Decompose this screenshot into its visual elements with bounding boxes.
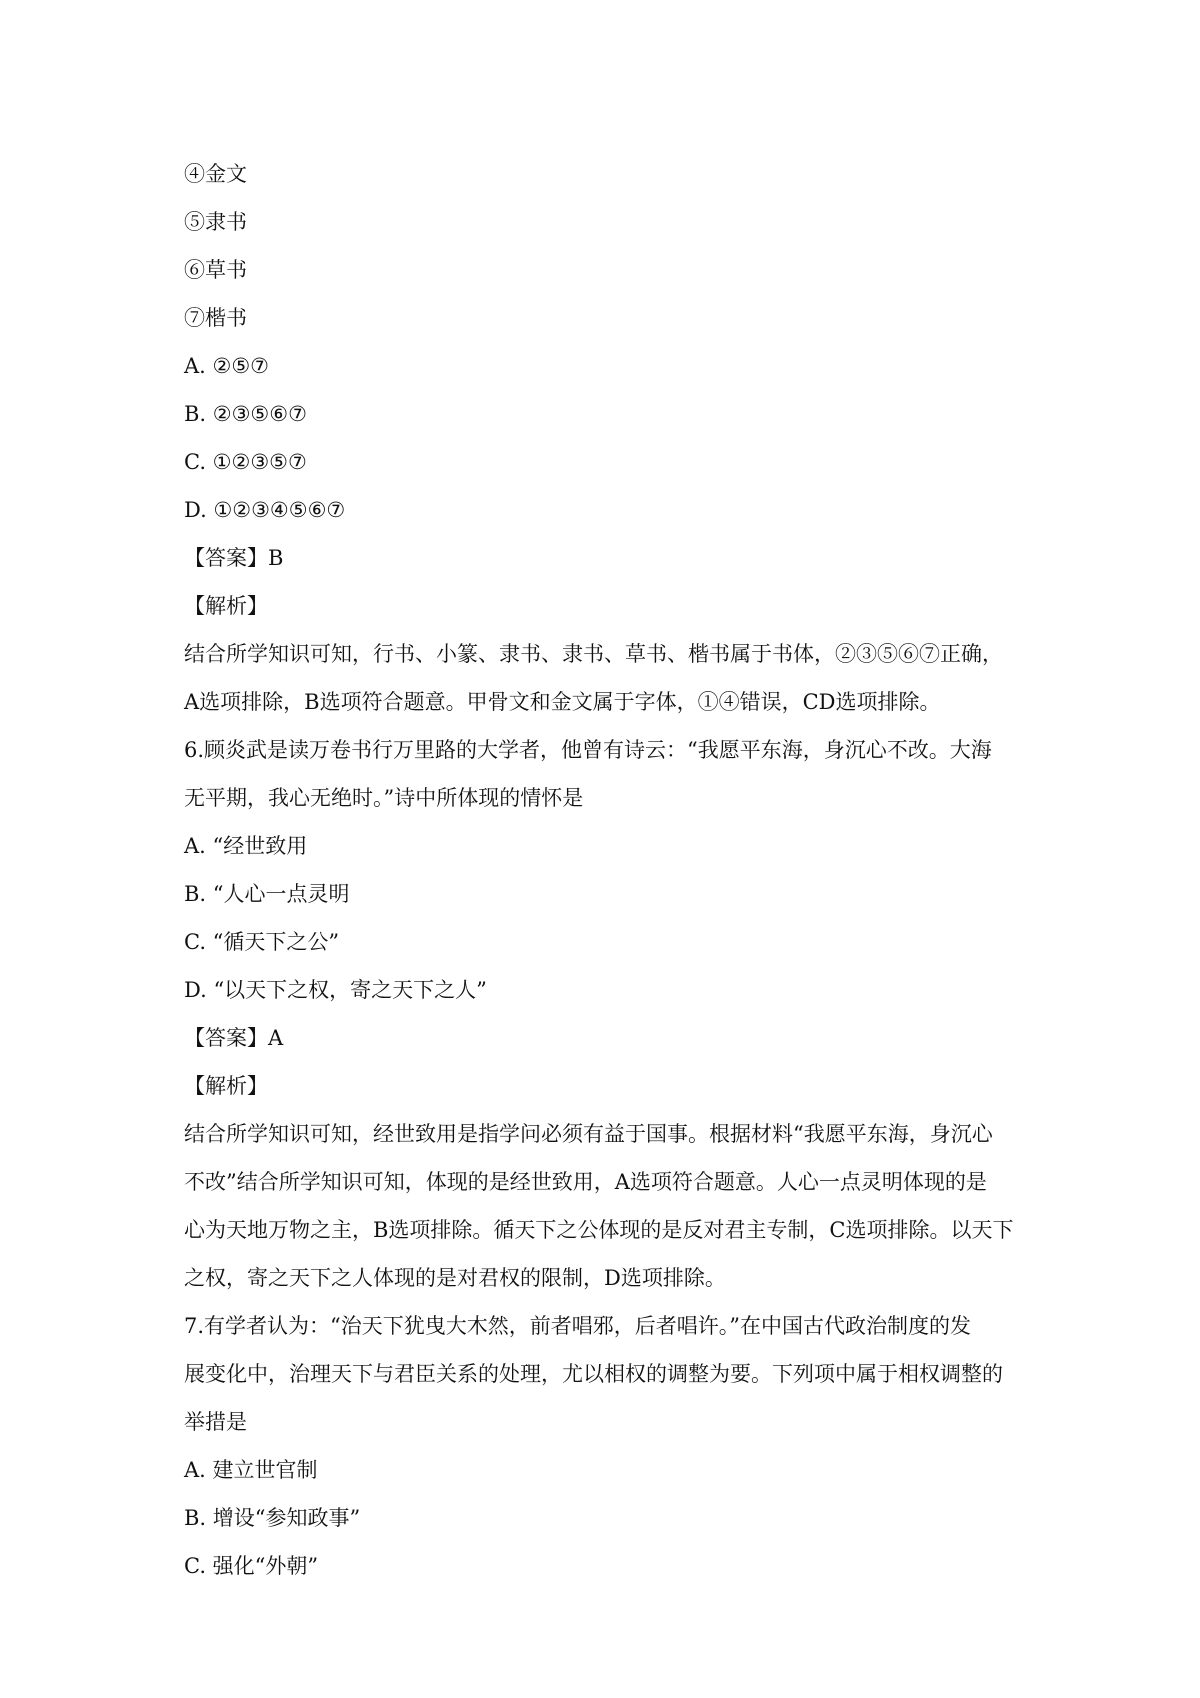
q6-option-a: A. “经世致用 xyxy=(184,834,308,858)
q5-analysis-line: A选项排除，B选项符合题意。甲骨文和金文属于字体，①④错误，CD选项排除。 xyxy=(184,690,941,714)
q7-option-a: A. 建立世官制 xyxy=(184,1458,318,1482)
q5-option-b: B. ②③⑤⑥⑦ xyxy=(184,402,307,426)
q5-item: ⑤隶书 xyxy=(184,210,247,234)
q7-stem-line: 举措是 xyxy=(184,1410,247,1434)
q5-option-c: C. ①②③⑤⑦ xyxy=(184,450,307,474)
document-body xyxy=(184,150,1030,1590)
q7-stem-line: 7.有学者认为：“治天下犹曳大木然，前者唱邪，后者唱许。”在中国古代政治制度的发 xyxy=(184,1314,972,1338)
q5-item: ④金文 xyxy=(184,162,247,186)
q6-option-b: B. “人心一点灵明 xyxy=(184,882,350,906)
q6-answer: 【答案】A xyxy=(184,1026,284,1050)
q6-stem-line: 6.顾炎武是读万卷书行万里路的大学者，他曾有诗云：“我愿平东海，身沉心不改。大海 xyxy=(184,738,992,762)
q5-answer: 【答案】B xyxy=(184,546,284,570)
q6-option-d: D. “以天下之权，寄之天下之人” xyxy=(184,978,487,1002)
q6-option-c: C. “循天下之公” xyxy=(184,930,340,954)
q5-option-d: D. ①②③④⑤⑥⑦ xyxy=(184,498,346,522)
q6-analysis-label: 【解析】 xyxy=(184,1074,268,1098)
q6-analysis-line: 心为天地万物之主，B选项排除。循天下之公体现的是反对君主专制，C选项排除。以天下 xyxy=(184,1218,1014,1242)
q7-stem-line: 展变化中，治理天下与君臣关系的处理，尤以相权的调整为要。下列项中属于相权调整的 xyxy=(184,1362,1003,1386)
q7-option-b: B. 增设“参知政事” xyxy=(184,1506,361,1530)
q5-analysis-line: 结合所学知识可知，行书、小篆、隶书、隶书、草书、楷书属于书体，②③⑤⑥⑦正确， xyxy=(184,642,1003,666)
q6-analysis-line: 之权，寄之天下之人体现的是对君权的限制，D选项排除。 xyxy=(184,1266,726,1290)
q6-analysis-line: 结合所学知识可知，经世致用是指学问必须有益于国事。根据材料“我愿平东海，身沉心 xyxy=(184,1122,993,1146)
q5-item: ⑦楷书 xyxy=(184,306,247,330)
q6-stem-line: 无平期，我心无绝时。”诗中所体现的情怀是 xyxy=(184,786,584,810)
q5-item: ⑥草书 xyxy=(184,258,247,282)
q6-analysis-line: 不改”结合所学知识可知，体现的是经世致用，A选项符合题意。人心一点灵明体现的是 xyxy=(184,1170,987,1194)
q5-analysis-label: 【解析】 xyxy=(184,594,268,618)
q7-option-c: C. 强化“外朝” xyxy=(184,1554,319,1578)
q5-option-a: A. ②⑤⑦ xyxy=(184,354,269,378)
